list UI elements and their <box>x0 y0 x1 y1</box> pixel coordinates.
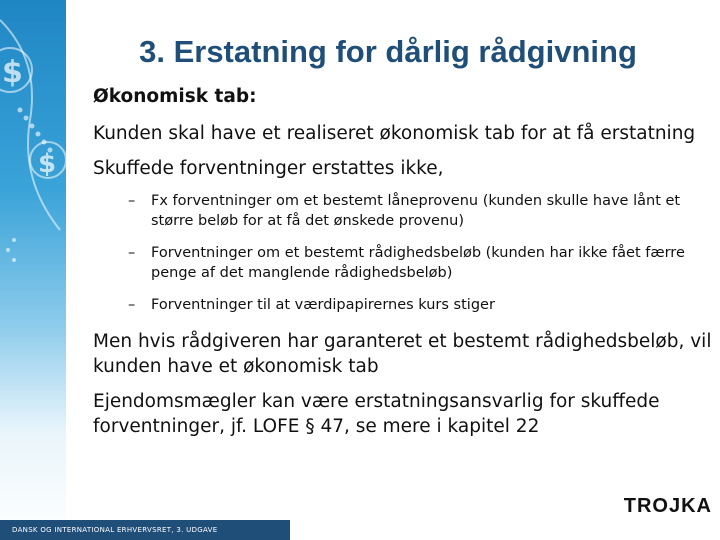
bullet-item <box>93 243 715 283</box>
dollar-decoration-icon <box>0 0 66 540</box>
bullet-marker: – <box>128 245 136 261</box>
bullet-text: Fx forventninger om et bestemt låneprovenu (kunden skulle have lånt et større beløb for at få det ønskede provenu) <box>151 193 681 229</box>
paragraph-disappointed-expectations: Skuffede forventninger erstattes ikke, <box>93 158 444 179</box>
bullet-item <box>93 191 715 231</box>
bullet-marker: – <box>128 297 136 313</box>
svg-text:$: $ <box>38 149 57 179</box>
bullet-text: Forventninger til at værdipapirernes kurs stiger <box>151 297 495 313</box>
slide-title: 3. Erstatning for dårlig rådgivning <box>139 34 637 69</box>
paragraph-real-estate-agent: Ejendomsmægler kan være erstatningsansvarlig for skuffede forventninger, jf. LOFE § 47, se mere i kapitel 22 <box>93 391 660 437</box>
svg-text:$: $ <box>2 55 23 90</box>
bullet-text: Forventninger om et bestemt rådighedsbeløb (kunden har ikke fået færre penge af det manglende rådighedsbeløb) <box>151 245 685 281</box>
paragraph-guarantee: Men hvis rådgiveren har garanteret et bestemt rådighedsbeløb, vil kunden have et økonomisk tab <box>93 331 712 377</box>
footer-text: DANSK OG INTERNATIONAL ERHVERVSRET, 3. UDGAVE <box>12 526 218 534</box>
paragraph-realized-loss: Kunden skal have et realiseret økonomisk tab for at få erstatning <box>93 123 696 144</box>
bullet-marker: – <box>128 193 136 209</box>
paragraph-economic-loss: Økonomisk tab: <box>93 86 257 107</box>
publisher-logo: TROJKA <box>623 495 712 517</box>
slide-body <box>93 84 715 449</box>
bullet-item <box>93 295 715 315</box>
side-decoration <box>0 0 66 540</box>
